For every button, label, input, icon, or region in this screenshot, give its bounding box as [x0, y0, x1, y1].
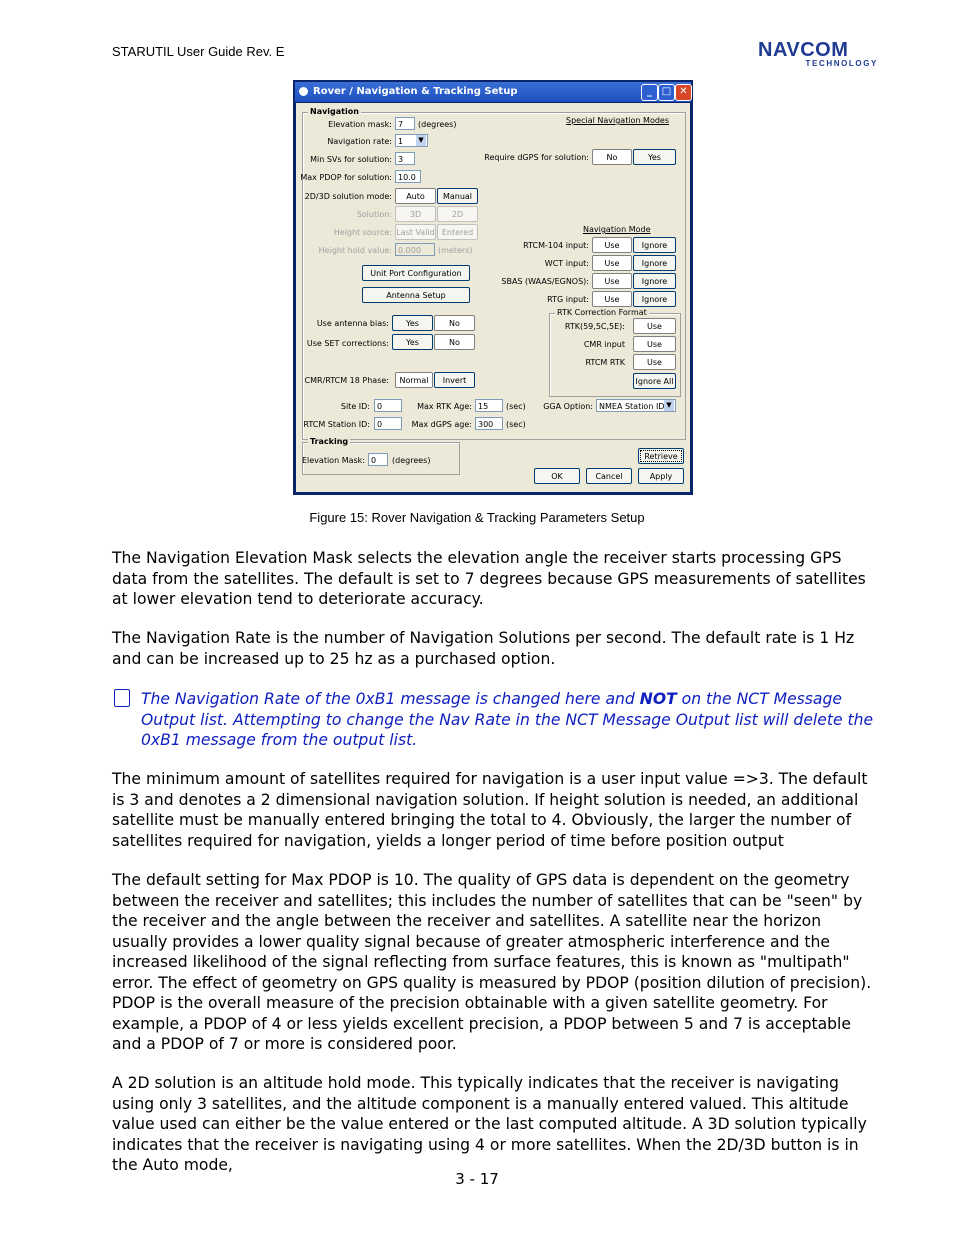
elevation-mask-unit: (degrees) — [418, 120, 457, 129]
navcom-logo — [758, 40, 878, 66]
navigation-group-label: Navigation — [310, 107, 359, 116]
paragraph-min-satellites: The minimum amount of satellites required for navigation is a user input value =>3. The default is 3 and denotes a 2 dimensional navigation solution. If height solution is needed, an additional satellite must be manually entered bringing the total to 4. Obviously, the larger the number of satellites required for navigation, yields a longer period of time before position output — [112, 770, 868, 850]
gga-value: NMEA Station ID — [599, 402, 665, 411]
antenna-bias-yes-button[interactable]: Yes — [392, 315, 433, 331]
paragraph-elevation-mask: The Navigation Elevation Mask selects the elevation angle the receiver starts processing GPS data from the satellites. The default is set to 7 degrees because GPS measurements of satellites at lower elevation tend to deteriorate accuracy. — [112, 549, 866, 608]
sbas-use-button[interactable]: Use — [592, 273, 632, 289]
rtk-59-use-button[interactable]: Use — [633, 318, 676, 334]
rtcm-station-field[interactable]: 0 — [374, 417, 402, 430]
max-rtk-age-label: Max RTK Age: — [417, 402, 472, 411]
antenna-setup-button[interactable]: Antenna Setup — [362, 287, 470, 303]
height-source-label: Height source: — [333, 228, 392, 237]
gga-label: GGA Option: — [543, 402, 593, 411]
nav-mode-label: Navigation Mode — [583, 225, 651, 234]
note-text — [141, 689, 876, 751]
running-header: STARUTIL User Guide Rev. E — [112, 44, 285, 59]
mode-manual-button[interactable]: Manual — [437, 188, 478, 204]
logo-sub: TECHNOLOGY — [805, 59, 878, 68]
mode-label: 2D/3D solution mode: — [304, 192, 392, 201]
rtcm104-use-button[interactable]: Use — [592, 237, 632, 253]
max-dgps-age-field[interactable]: 300 — [475, 417, 503, 430]
page-number: 3 - 17 — [455, 1170, 499, 1188]
sbas-label: SBAS (WAAS/EGNOS): — [501, 277, 589, 286]
cancel-button[interactable]: Cancel — [586, 468, 632, 484]
dialog-title: Rover / Navigation & Tracking Setup — [313, 86, 518, 97]
rtg-ignore-button[interactable]: Ignore — [633, 291, 676, 307]
height-last-valid-button[interactable]: Last Valid — [395, 224, 436, 240]
rtg-use-button[interactable]: Use — [592, 291, 632, 307]
height-entered-button[interactable]: Entered — [437, 224, 478, 240]
use-antenna-bias-label: Use antenna bias: — [316, 319, 389, 328]
wct-use-button[interactable]: Use — [592, 255, 632, 271]
use-set-corrections-label: Use SET corrections: — [306, 339, 389, 348]
note-part-a: The Navigation Rate of the 0xB1 message is changed here and — [141, 690, 640, 708]
rtk-format-label: RTK Correction Format — [557, 308, 647, 317]
note-icon — [114, 689, 130, 707]
height-hold-field[interactable]: 0.000 — [395, 243, 435, 256]
minimize-button[interactable]: _ — [641, 84, 658, 101]
paragraph-2d-solution: A 2D solution is an altitude hold mode. This typically indicates that the receiver is navigating using only 3 satellites, and the altitude component is a manually entered valued. This altitude value used can either be the value entered or the last computed altitude. A 3D solution typically indicates that the receiver is navigating using 4 or more satellites. When the 2D/3D button is in the Auto mode, — [112, 1074, 867, 1174]
cmr-phase-label: CMR/RTCM 18 Phase: — [304, 376, 389, 385]
nav-rate-select[interactable] — [395, 134, 428, 147]
antenna-bias-no-button[interactable]: No — [434, 315, 475, 331]
maximize-button[interactable]: □ — [658, 84, 675, 101]
wct-ignore-button[interactable]: Ignore — [633, 255, 676, 271]
apply-button[interactable]: Apply — [638, 468, 684, 484]
logo-main: NAVCOM — [758, 39, 849, 61]
max-dgps-age-label: Max dGPS age: — [411, 420, 472, 429]
min-svs-field[interactable]: 3 — [395, 152, 415, 165]
paragraph-max-pdop: The default setting for Max PDOP is 10. The quality of GPS data is dependent on the geometry between the receiver and satellites; this includes the number of satellites that can be "seen" by the receiver and the angle between the receiver and satellites. A satellite near the horizon usually provides a lower quality signal because of greater atmospheric interference and the increased likelihood of the signal reflecting from surface features, this is known as "multipath" error. The effect of geometry on GPS quality is measured by PDOP (position dilution of precision). PDOP is the overall measure of the precision obtainable with a given satellite geometry. For example, a PDOP of 4 or less yields excellent precision, a PDOP between 5 and 7 is acceptable and a PDOP of 7 or more is considered poor. — [112, 871, 872, 1053]
note-emphasis: NOT — [639, 690, 677, 708]
rover-setup-dialog — [293, 80, 693, 495]
cmr-normal-button[interactable]: Normal — [395, 372, 433, 388]
height-hold-unit: (meters) — [438, 246, 473, 255]
note-part-c: on the NCT Message Output list. Attempting to change the Nav Rate in the NCT Message Output list will delete the 0xB1 message from the output list. — [141, 690, 874, 749]
gga-select[interactable] — [596, 399, 676, 412]
special-modes-label: Special Navigation Modes — [566, 116, 670, 125]
rtcm-rtk-use-button[interactable]: Use — [633, 354, 676, 370]
rtcm-rtk-label: RTCM RTK — [585, 358, 625, 367]
max-pdop-field[interactable]: 10.0 — [395, 170, 421, 183]
max-pdop-label: Max PDOP for solution: — [300, 173, 392, 182]
solution-2d-button[interactable]: 2D — [437, 206, 478, 222]
elevation-mask-field[interactable]: 7 — [395, 117, 415, 130]
close-button[interactable]: ✕ — [675, 84, 692, 101]
cmr-invert-button[interactable]: Invert — [434, 372, 475, 388]
chevron-down-icon[interactable]: ▼ — [664, 400, 674, 411]
paragraph-nav-rate: The Navigation Rate is the number of Navigation Solutions per second. The default rate is 1 Hz and can be increased up to 25 hz as a purchased option. — [112, 629, 855, 668]
solution-label: Solution: — [356, 210, 392, 219]
rtk-59-label: RTK(59,5C,5E): — [564, 322, 625, 331]
app-icon — [299, 87, 308, 96]
cmr-input-use-button[interactable]: Use — [633, 336, 676, 352]
cmr-input-label: CMR input — [583, 340, 625, 349]
nav-rate-label: Navigation rate: — [327, 137, 392, 146]
require-dgps-label: Require dGPS for solution: — [484, 153, 589, 162]
mode-auto-button[interactable]: Auto — [395, 188, 436, 204]
max-rtk-age-field[interactable]: 15 — [475, 399, 503, 412]
elevation-mask-label: Elevation mask: — [328, 120, 392, 129]
solution-3d-button[interactable]: 3D — [395, 206, 436, 222]
require-dgps-no-button[interactable]: No — [592, 149, 632, 165]
sbas-ignore-button[interactable]: Ignore — [633, 273, 676, 289]
tracking-elev-mask-field[interactable]: 0 — [368, 453, 388, 466]
tracking-elev-mask-label: Elevation Mask: — [301, 456, 365, 465]
wct-label: WCT input: — [544, 259, 589, 268]
figure-caption: Figure 15: Rover Navigation & Tracking Parameters Setup — [309, 510, 645, 525]
min-svs-label: Min SVs for solution: — [310, 155, 392, 164]
site-id-label: Site ID: — [340, 402, 370, 411]
ignore-all-button[interactable]: Ignore All — [633, 373, 676, 389]
unit-port-config-button[interactable]: Unit Port Configuration — [362, 265, 470, 281]
height-hold-label: Height hold value: — [318, 246, 392, 255]
tracking-elev-mask-unit: (degrees) — [392, 456, 431, 465]
set-corrections-yes-button[interactable]: Yes — [392, 334, 433, 350]
retrieve-button[interactable]: Retrieve — [638, 448, 684, 464]
rtcm104-ignore-button[interactable]: Ignore — [633, 237, 676, 253]
dialog-titlebar[interactable] — [295, 82, 691, 102]
nav-rate-value: 1 — [398, 137, 404, 146]
rtcm-station-label: RTCM Station ID: — [303, 420, 370, 429]
ok-button[interactable]: OK — [534, 468, 580, 484]
rtcm104-label: RTCM-104 input: — [523, 241, 589, 250]
set-corrections-no-button[interactable]: No — [434, 334, 475, 350]
site-id-field[interactable]: 0 — [374, 399, 402, 412]
max-dgps-age-unit: (sec) — [506, 420, 526, 429]
tracking-group-label: Tracking — [310, 437, 349, 446]
require-dgps-yes-button[interactable]: Yes — [633, 149, 676, 165]
rtg-label: RTG input: — [547, 295, 589, 304]
dialog-body — [296, 103, 690, 492]
max-rtk-age-unit: (sec) — [506, 402, 526, 411]
chevron-down-icon[interactable]: ▼ — [416, 135, 426, 146]
